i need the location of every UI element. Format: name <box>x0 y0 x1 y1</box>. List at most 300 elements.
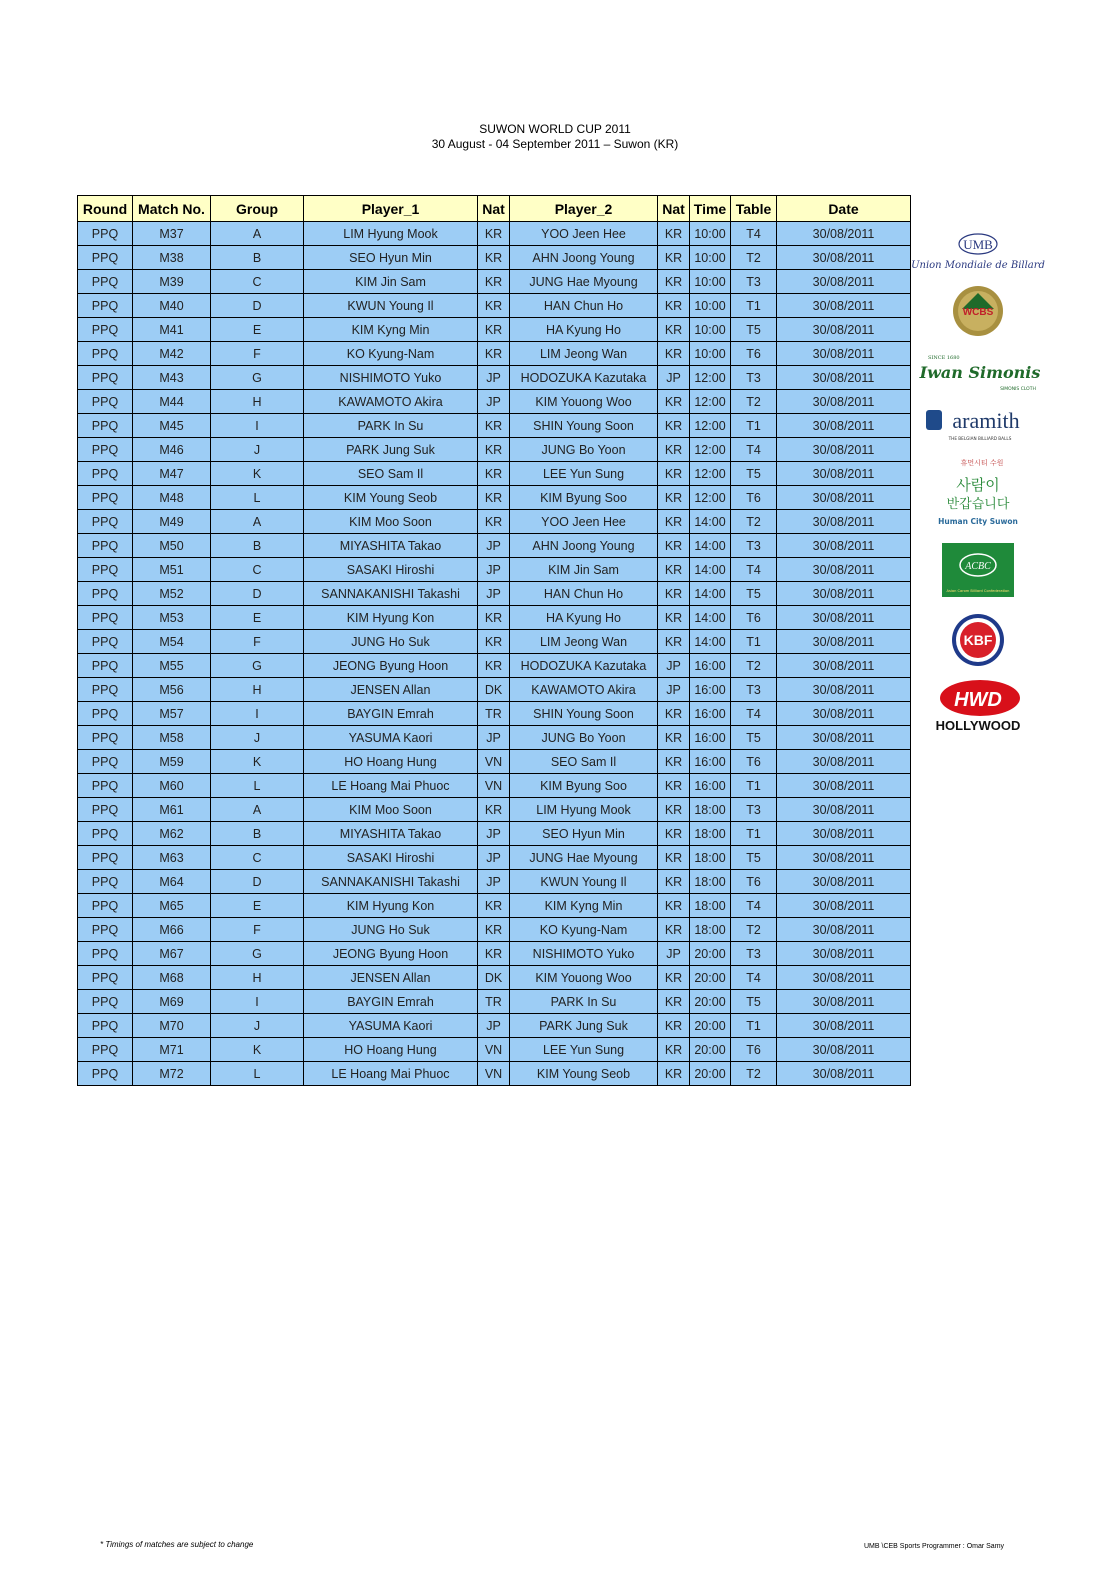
cell-group: F <box>211 918 304 942</box>
event-title: SUWON WORLD CUP 2011 <box>479 122 631 136</box>
cell-date: 30/08/2011 <box>777 846 911 870</box>
cell-nat-1: KR <box>478 630 510 654</box>
col-header-nat-2: Nat <box>658 196 690 222</box>
cell-table: T3 <box>731 534 777 558</box>
cell-table: T5 <box>731 582 777 606</box>
cell-nat-1: TR <box>478 990 510 1014</box>
cell-round: PPQ <box>78 390 133 414</box>
cell-player-2: KIM Youong Woo <box>510 966 658 990</box>
cell-group: G <box>211 654 304 678</box>
umb-name: Union Mondiale de Billard <box>911 260 1045 271</box>
cell-date: 30/08/2011 <box>777 486 911 510</box>
cell-player-2: SHIN Young Soon <box>510 702 658 726</box>
cell-date: 30/08/2011 <box>777 462 911 486</box>
cell-round: PPQ <box>78 846 133 870</box>
table-row <box>78 486 911 510</box>
cell-time: 10:00 <box>690 222 731 246</box>
cell-nat-1: KR <box>478 798 510 822</box>
cell-time: 20:00 <box>690 1038 731 1062</box>
cell-nat-1: KR <box>478 246 510 270</box>
cell-table: T1 <box>731 414 777 438</box>
cell-group: B <box>211 246 304 270</box>
cell-nat-2: KR <box>658 606 690 630</box>
cell-nat-2: KR <box>658 222 690 246</box>
cell-nat-1: KR <box>478 222 510 246</box>
cell-player-1: HO Hoang Hung <box>304 750 478 774</box>
cell-match-no: M56 <box>133 678 211 702</box>
table-row <box>78 558 911 582</box>
cell-nat-2: KR <box>658 846 690 870</box>
table-row <box>78 822 911 846</box>
cell-time: 14:00 <box>690 510 731 534</box>
cell-table: T2 <box>731 1062 777 1086</box>
cell-time: 12:00 <box>690 390 731 414</box>
cell-round: PPQ <box>78 486 133 510</box>
table-row <box>78 726 911 750</box>
cell-time: 14:00 <box>690 534 731 558</box>
cell-nat-1: KR <box>478 438 510 462</box>
acbc-logo <box>920 541 1040 604</box>
aramith-sub: THE BELGIAN BILLIARD BALLS <box>948 436 1012 441</box>
cell-player-2: KIM Youong Woo <box>510 390 658 414</box>
cell-group: K <box>211 750 304 774</box>
cell-nat-2: KR <box>658 894 690 918</box>
cell-group: I <box>211 702 304 726</box>
table-row <box>78 942 911 966</box>
cell-round: PPQ <box>78 894 133 918</box>
cell-player-1: LE Hoang Mai Phuoc <box>304 774 478 798</box>
table-row <box>78 774 911 798</box>
cell-nat-1: JP <box>478 558 510 582</box>
cell-nat-1: KR <box>478 654 510 678</box>
cell-table: T3 <box>731 942 777 966</box>
cell-round: PPQ <box>78 318 133 342</box>
aramith-emblem-icon <box>920 404 1040 444</box>
table-row <box>78 438 911 462</box>
cell-table: T2 <box>731 918 777 942</box>
cell-player-1: SEO Hyun Min <box>304 246 478 270</box>
table-row <box>78 630 911 654</box>
cell-player-2: HODOZUKA Kazutaka <box>510 366 658 390</box>
cell-group: L <box>211 1062 304 1086</box>
cell-date: 30/08/2011 <box>777 558 911 582</box>
umb-logo <box>911 232 1045 279</box>
table-row <box>78 894 911 918</box>
cell-nat-1: KR <box>478 462 510 486</box>
cell-player-1: NISHIMOTO Yuko <box>304 366 478 390</box>
cell-group: E <box>211 606 304 630</box>
col-header-player-1: Player_1 <box>304 196 478 222</box>
cell-player-2: HA Kyung Ho <box>510 606 658 630</box>
cell-match-no: M59 <box>133 750 211 774</box>
cell-date: 30/08/2011 <box>777 390 911 414</box>
cell-time: 14:00 <box>690 630 731 654</box>
cell-table: T6 <box>731 870 777 894</box>
cell-group: D <box>211 582 304 606</box>
cell-time: 10:00 <box>690 270 731 294</box>
cell-player-1: LIM Hyung Mook <box>304 222 478 246</box>
cell-nat-1: KR <box>478 606 510 630</box>
cell-nat-2: KR <box>658 750 690 774</box>
table-row <box>78 702 911 726</box>
cell-match-no: M39 <box>133 270 211 294</box>
cell-time: 10:00 <box>690 246 731 270</box>
cell-round: PPQ <box>78 1014 133 1038</box>
cell-nat-2: KR <box>658 726 690 750</box>
cell-nat-2: KR <box>658 318 690 342</box>
cell-round: PPQ <box>78 582 133 606</box>
table-row <box>78 918 911 942</box>
cell-match-no: M62 <box>133 822 211 846</box>
cell-match-no: M50 <box>133 534 211 558</box>
cell-time: 12:00 <box>690 366 731 390</box>
cell-table: T4 <box>731 702 777 726</box>
cell-player-1: PARK Jung Suk <box>304 438 478 462</box>
cell-nat-2: JP <box>658 654 690 678</box>
cell-date: 30/08/2011 <box>777 342 911 366</box>
cell-date: 30/08/2011 <box>777 798 911 822</box>
cell-group: I <box>211 414 304 438</box>
cell-table: T3 <box>731 678 777 702</box>
cell-player-2: LIM Hyung Mook <box>510 798 658 822</box>
cell-player-1: KIM Kyng Min <box>304 318 478 342</box>
footer-note: * Timings of matches are subject to change <box>100 1540 254 1549</box>
cell-nat-2: KR <box>658 342 690 366</box>
cell-match-no: M48 <box>133 486 211 510</box>
cell-match-no: M67 <box>133 942 211 966</box>
cell-player-2: JUNG Bo Yoon <box>510 726 658 750</box>
cell-round: PPQ <box>78 798 133 822</box>
cell-nat-1: VN <box>478 1062 510 1086</box>
cell-time: 16:00 <box>690 774 731 798</box>
cell-match-no: M47 <box>133 462 211 486</box>
cell-match-no: M54 <box>133 630 211 654</box>
cell-player-1: KIM Hyung Kon <box>304 894 478 918</box>
cell-nat-1: KR <box>478 918 510 942</box>
col-header-table: Table <box>731 196 777 222</box>
cell-player-2: LEE Yun Sung <box>510 1038 658 1062</box>
cell-player-2: PARK Jung Suk <box>510 1014 658 1038</box>
cell-date: 30/08/2011 <box>777 822 911 846</box>
cell-round: PPQ <box>78 654 133 678</box>
cell-time: 12:00 <box>690 462 731 486</box>
cell-player-2: KAWAMOTO Akira <box>510 678 658 702</box>
cell-nat-2: KR <box>658 774 690 798</box>
cell-time: 10:00 <box>690 342 731 366</box>
col-header-match-no: Match No. <box>133 196 211 222</box>
cell-table: T1 <box>731 630 777 654</box>
cell-date: 30/08/2011 <box>777 582 911 606</box>
cell-match-no: M64 <box>133 870 211 894</box>
cell-player-2: KIM Byung Soo <box>510 486 658 510</box>
cell-round: PPQ <box>78 510 133 534</box>
cell-time: 16:00 <box>690 750 731 774</box>
cell-player-2: SEO Sam Il <box>510 750 658 774</box>
cell-group: E <box>211 318 304 342</box>
cell-player-1: BAYGIN Emrah <box>304 702 478 726</box>
cell-player-2: KIM Byung Soo <box>510 774 658 798</box>
cell-player-1: KIM Hyung Kon <box>304 606 478 630</box>
cell-nat-2: KR <box>658 270 690 294</box>
cell-group: D <box>211 294 304 318</box>
cell-nat-1: VN <box>478 750 510 774</box>
cell-date: 30/08/2011 <box>777 870 911 894</box>
cell-nat-2: JP <box>658 366 690 390</box>
cell-time: 18:00 <box>690 798 731 822</box>
cell-nat-1: JP <box>478 822 510 846</box>
cell-group: L <box>211 774 304 798</box>
table-row <box>78 1014 911 1038</box>
table-row <box>78 510 911 534</box>
suwon-line1: 사람이 <box>956 476 1000 494</box>
cell-player-2: YOO Jeen Hee <box>510 222 658 246</box>
cell-nat-2: KR <box>658 702 690 726</box>
cell-time: 16:00 <box>690 726 731 750</box>
cell-nat-1: DK <box>478 966 510 990</box>
aramith-logo <box>920 404 1040 449</box>
cell-nat-2: KR <box>658 1038 690 1062</box>
cell-nat-1: VN <box>478 774 510 798</box>
cell-match-no: M61 <box>133 798 211 822</box>
cell-nat-1: KR <box>478 942 510 966</box>
cell-date: 30/08/2011 <box>777 1038 911 1062</box>
col-header-nat-1: Nat <box>478 196 510 222</box>
cell-player-2: JUNG Bo Yoon <box>510 438 658 462</box>
cell-round: PPQ <box>78 870 133 894</box>
cell-player-2: KIM Jin Sam <box>510 558 658 582</box>
cell-time: 12:00 <box>690 486 731 510</box>
cell-match-no: M65 <box>133 894 211 918</box>
cell-table: T5 <box>731 990 777 1014</box>
cell-match-no: M55 <box>133 654 211 678</box>
cell-round: PPQ <box>78 750 133 774</box>
cell-player-2: LIM Jeong Wan <box>510 630 658 654</box>
cell-time: 20:00 <box>690 1062 731 1086</box>
cell-match-no: M63 <box>133 846 211 870</box>
acbc-mark: ACBC <box>965 561 991 572</box>
simonis-name: Iwan Simonis <box>919 363 1041 382</box>
cell-time: 14:00 <box>690 558 731 582</box>
cell-date: 30/08/2011 <box>777 678 911 702</box>
cell-time: 18:00 <box>690 894 731 918</box>
schedule-body <box>78 222 911 1086</box>
suwon-logo <box>920 456 1040 537</box>
cell-table: T2 <box>731 246 777 270</box>
cell-table: T4 <box>731 222 777 246</box>
cell-group: H <box>211 678 304 702</box>
cell-table: T6 <box>731 750 777 774</box>
cell-date: 30/08/2011 <box>777 1062 911 1086</box>
cell-round: PPQ <box>78 558 133 582</box>
cell-table: T5 <box>731 846 777 870</box>
table-row <box>78 246 911 270</box>
cell-nat-1: JP <box>478 534 510 558</box>
cell-player-2: HODOZUKA Kazutaka <box>510 654 658 678</box>
cell-player-1: KAWAMOTO Akira <box>304 390 478 414</box>
wcbs-mark: WCBS <box>962 307 994 318</box>
cell-group: A <box>211 222 304 246</box>
cell-group: H <box>211 966 304 990</box>
simonis-logo <box>920 352 1040 399</box>
cell-group: F <box>211 342 304 366</box>
cell-player-2: AHN Joong Young <box>510 246 658 270</box>
cell-nat-1: JP <box>478 582 510 606</box>
table-row <box>78 318 911 342</box>
cell-group: C <box>211 558 304 582</box>
table-row <box>78 342 911 366</box>
cell-nat-1: KR <box>478 486 510 510</box>
cell-player-2: PARK In Su <box>510 990 658 1014</box>
cell-round: PPQ <box>78 678 133 702</box>
cell-player-1: KWUN Young Il <box>304 294 478 318</box>
cell-player-2: SHIN Young Soon <box>510 414 658 438</box>
cell-player-1: KIM Jin Sam <box>304 270 478 294</box>
cell-date: 30/08/2011 <box>777 918 911 942</box>
cell-player-1: KIM Moo Soon <box>304 798 478 822</box>
cell-date: 30/08/2011 <box>777 414 911 438</box>
kbf-mark: KBF <box>963 632 993 648</box>
cell-round: PPQ <box>78 270 133 294</box>
cell-table: T1 <box>731 822 777 846</box>
simonis-sub: SIMONIS CLOTH <box>1000 387 1036 392</box>
cell-match-no: M66 <box>133 918 211 942</box>
cell-group: B <box>211 822 304 846</box>
cell-table: T6 <box>731 342 777 366</box>
schedule-table <box>77 195 911 1086</box>
cell-date: 30/08/2011 <box>777 702 911 726</box>
cell-player-1: JEONG Byung Hoon <box>304 942 478 966</box>
cell-player-1: JUNG Ho Suk <box>304 918 478 942</box>
cell-nat-1: JP <box>478 1014 510 1038</box>
cell-player-1: SANNAKANISHI Takashi <box>304 870 478 894</box>
cell-table: T4 <box>731 438 777 462</box>
cell-match-no: M53 <box>133 606 211 630</box>
cell-date: 30/08/2011 <box>777 894 911 918</box>
cell-time: 16:00 <box>690 702 731 726</box>
cell-table: T4 <box>731 558 777 582</box>
cell-nat-1: KR <box>478 414 510 438</box>
cell-table: T4 <box>731 894 777 918</box>
cell-match-no: M60 <box>133 774 211 798</box>
cell-nat-1: JP <box>478 726 510 750</box>
cell-match-no: M43 <box>133 366 211 390</box>
table-row <box>78 654 911 678</box>
cell-player-2: SEO Hyun Min <box>510 822 658 846</box>
cell-nat-1: JP <box>478 846 510 870</box>
cell-player-1: HO Hoang Hung <box>304 1038 478 1062</box>
cell-match-no: M41 <box>133 318 211 342</box>
cell-group: J <box>211 1014 304 1038</box>
cell-match-no: M44 <box>133 390 211 414</box>
cell-nat-2: KR <box>658 798 690 822</box>
table-row <box>78 582 911 606</box>
cell-player-1: KIM Moo Soon <box>304 510 478 534</box>
cell-time: 14:00 <box>690 582 731 606</box>
cell-match-no: M45 <box>133 414 211 438</box>
cell-table: T3 <box>731 270 777 294</box>
cell-player-2: NISHIMOTO Yuko <box>510 942 658 966</box>
cell-round: PPQ <box>78 630 133 654</box>
cell-time: 20:00 <box>690 966 731 990</box>
cell-player-1: BAYGIN Emrah <box>304 990 478 1014</box>
cell-nat-1: KR <box>478 270 510 294</box>
col-header-player-2: Player_2 <box>510 196 658 222</box>
cell-round: PPQ <box>78 942 133 966</box>
cell-player-2: KWUN Young Il <box>510 870 658 894</box>
cell-date: 30/08/2011 <box>777 366 911 390</box>
cell-nat-2: KR <box>658 966 690 990</box>
cell-time: 18:00 <box>690 846 731 870</box>
table-row <box>78 294 911 318</box>
cell-match-no: M38 <box>133 246 211 270</box>
table-row <box>78 270 911 294</box>
cell-player-2: LIM Jeong Wan <box>510 342 658 366</box>
aramith-name: aramith <box>952 408 1020 433</box>
cell-round: PPQ <box>78 534 133 558</box>
simonis-since: SINCE 1680 <box>928 355 960 361</box>
hwd-mark: HWD <box>954 689 1002 711</box>
cell-player-2: KIM Kyng Min <box>510 894 658 918</box>
cell-player-1: JUNG Ho Suk <box>304 630 478 654</box>
cell-group: A <box>211 798 304 822</box>
cell-match-no: M37 <box>133 222 211 246</box>
col-header-date: Date <box>777 196 911 222</box>
cell-nat-2: KR <box>658 1014 690 1038</box>
cell-nat-2: KR <box>658 438 690 462</box>
table-row <box>78 414 911 438</box>
table-row <box>78 1038 911 1062</box>
cell-table: T3 <box>731 366 777 390</box>
cell-nat-1: JP <box>478 390 510 414</box>
cell-nat-1: TR <box>478 702 510 726</box>
cell-date: 30/08/2011 <box>777 630 911 654</box>
cell-time: 16:00 <box>690 654 731 678</box>
cell-match-no: M69 <box>133 990 211 1014</box>
cell-date: 30/08/2011 <box>777 654 911 678</box>
suwon-emblem-icon <box>920 456 1040 532</box>
cell-table: T5 <box>731 462 777 486</box>
cell-player-2: HAN Chun Ho <box>510 294 658 318</box>
cell-nat-2: KR <box>658 462 690 486</box>
cell-round: PPQ <box>78 222 133 246</box>
col-header-group: Group <box>211 196 304 222</box>
cell-table: T6 <box>731 606 777 630</box>
cell-nat-2: KR <box>658 582 690 606</box>
cell-player-1: JENSEN Allan <box>304 966 478 990</box>
cell-round: PPQ <box>78 966 133 990</box>
cell-round: PPQ <box>78 990 133 1014</box>
cell-date: 30/08/2011 <box>777 1014 911 1038</box>
hwd-name: HOLLYWOOD <box>935 718 1021 733</box>
cell-date: 30/08/2011 <box>777 534 911 558</box>
cell-nat-2: KR <box>658 990 690 1014</box>
cell-date: 30/08/2011 <box>777 222 911 246</box>
cell-time: 12:00 <box>690 414 731 438</box>
cell-date: 30/08/2011 <box>777 438 911 462</box>
cell-group: F <box>211 630 304 654</box>
cell-player-2: LEE Yun Sung <box>510 462 658 486</box>
cell-group: G <box>211 942 304 966</box>
cell-time: 20:00 <box>690 1014 731 1038</box>
cell-group: B <box>211 534 304 558</box>
cell-time: 12:00 <box>690 438 731 462</box>
cell-nat-2: KR <box>658 414 690 438</box>
cell-date: 30/08/2011 <box>777 966 911 990</box>
footer-credit: UMB \CEB Sports Programmer : Omar Samy <box>864 1543 1005 1550</box>
cell-date: 30/08/2011 <box>777 774 911 798</box>
table-header-row <box>78 196 911 222</box>
cell-date: 30/08/2011 <box>777 318 911 342</box>
